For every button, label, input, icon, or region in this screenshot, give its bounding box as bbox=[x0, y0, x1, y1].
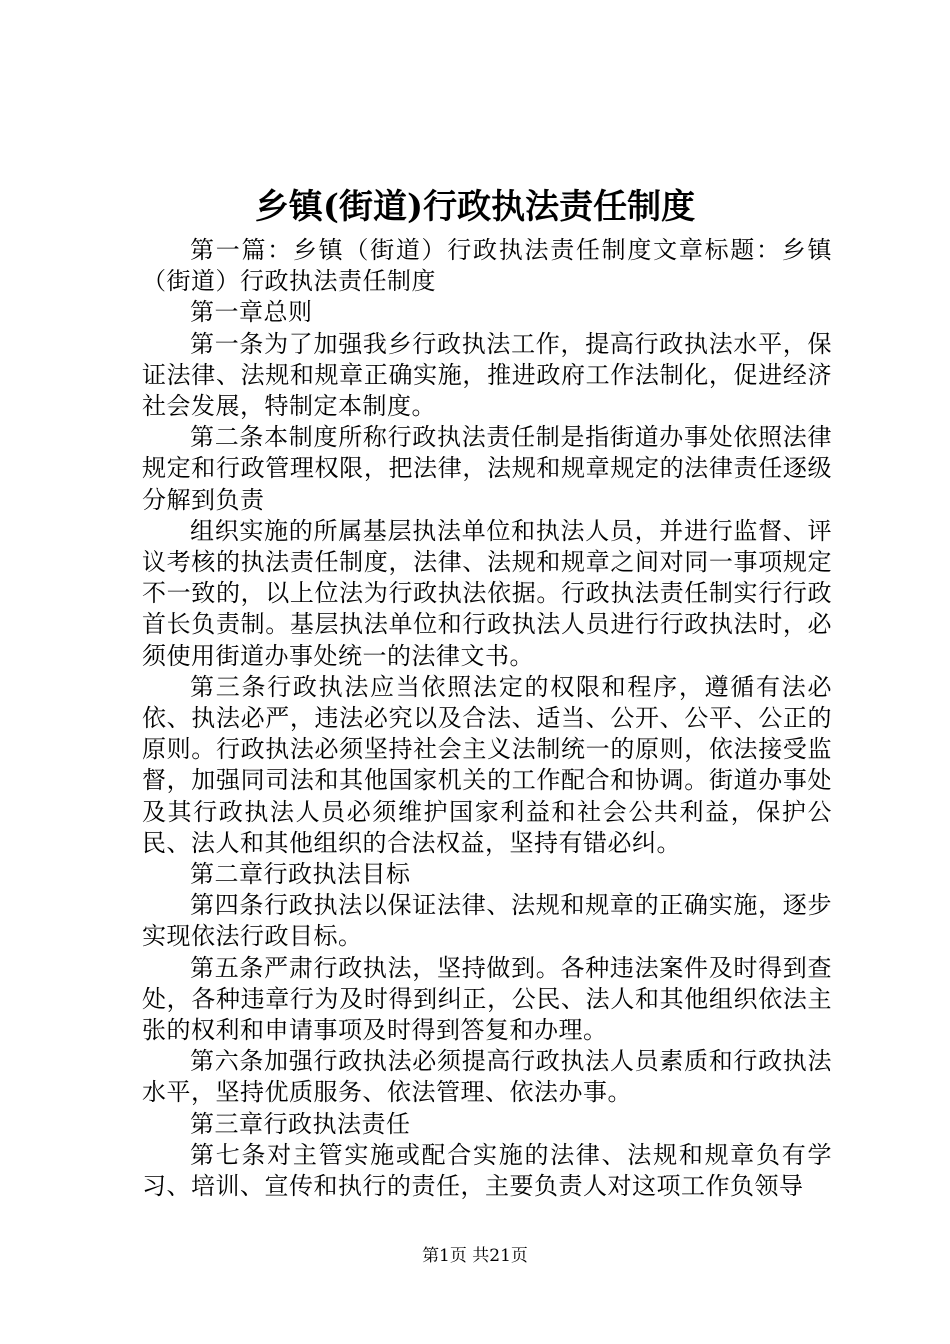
document-title: 乡镇(街道)行政执法责任制度 bbox=[254, 187, 696, 227]
paragraph: 第二条本制度所称行政执法责任制是指街道办事处依照法律规定和行政管理权限，把法律，法规和规章规定的法律责任逐级分解到负责 bbox=[142, 423, 832, 514]
paragraph: 第四条行政执法以保证法律、法规和规章的正确实施，逐步实现依法行政目标。 bbox=[142, 891, 832, 951]
chapter-heading: 第二章行政执法目标 bbox=[190, 860, 411, 889]
page-footer: 第1页 共21页 bbox=[422, 1246, 528, 1266]
paragraph: 组织实施的所属基层执法单位和执法人员，并进行监督、评议考核的执法责任制度，法律、法规和规章之间对同一事项规定不一致的，以上位法为行政执法依据。行政执法责任制实行行政首长负责制。基层执法单位和行政执法人员进行行政执法时，必须使用街道办事处统一的法律文书。 bbox=[142, 516, 832, 670]
chapter-heading: 第一章总则 bbox=[190, 298, 313, 327]
paragraph: 第三条行政执法应当依照法定的权限和程序，遵循有法必依、执法必严，违法必究以及合法、适当、公开、公平、公正的原则。行政执法必须坚持社会主义法制统一的原则，依法接受监督，加强同司法和其他国家机关的工作配合和协调。街道办事处及其行政执法人员必须维护国家利益和社会公共利益，保护公民、法人和其他组织的合法权益，坚持有错必纠。 bbox=[142, 672, 832, 857]
chapter-heading: 第三章行政执法责任 bbox=[190, 1109, 411, 1138]
paragraph: 第六条加强行政执法必须提高行政执法人员素质和行政执法水平，坚持优质服务、依法管理、依法办事。 bbox=[142, 1047, 832, 1107]
document-body bbox=[142, 235, 832, 1202]
paragraph: 第一条为了加强我乡行政执法工作，提高行政执法水平，保证法律、法规和规章正确实施，推进政府工作法制化，促进经济社会发展，特制定本制度。 bbox=[142, 329, 832, 421]
paragraph: 第一篇：乡镇（街道）行政执法责任制度文章标题：乡镇（街道）行政执法责任制度 bbox=[142, 236, 832, 296]
paragraph: 第五条严肃行政执法，坚持做到。各种违法案件及时得到查处，各种违章行为及时得到纠正，公民、法人和其他组织依法主张的权利和申请事项及时得到答复和办理。 bbox=[142, 953, 832, 1045]
paragraph: 第七条对主管实施或配合实施的法律、法规和规章负有学习、培训、宣传和执行的责任，主要负责人对这项工作负领导 bbox=[142, 1140, 832, 1201]
